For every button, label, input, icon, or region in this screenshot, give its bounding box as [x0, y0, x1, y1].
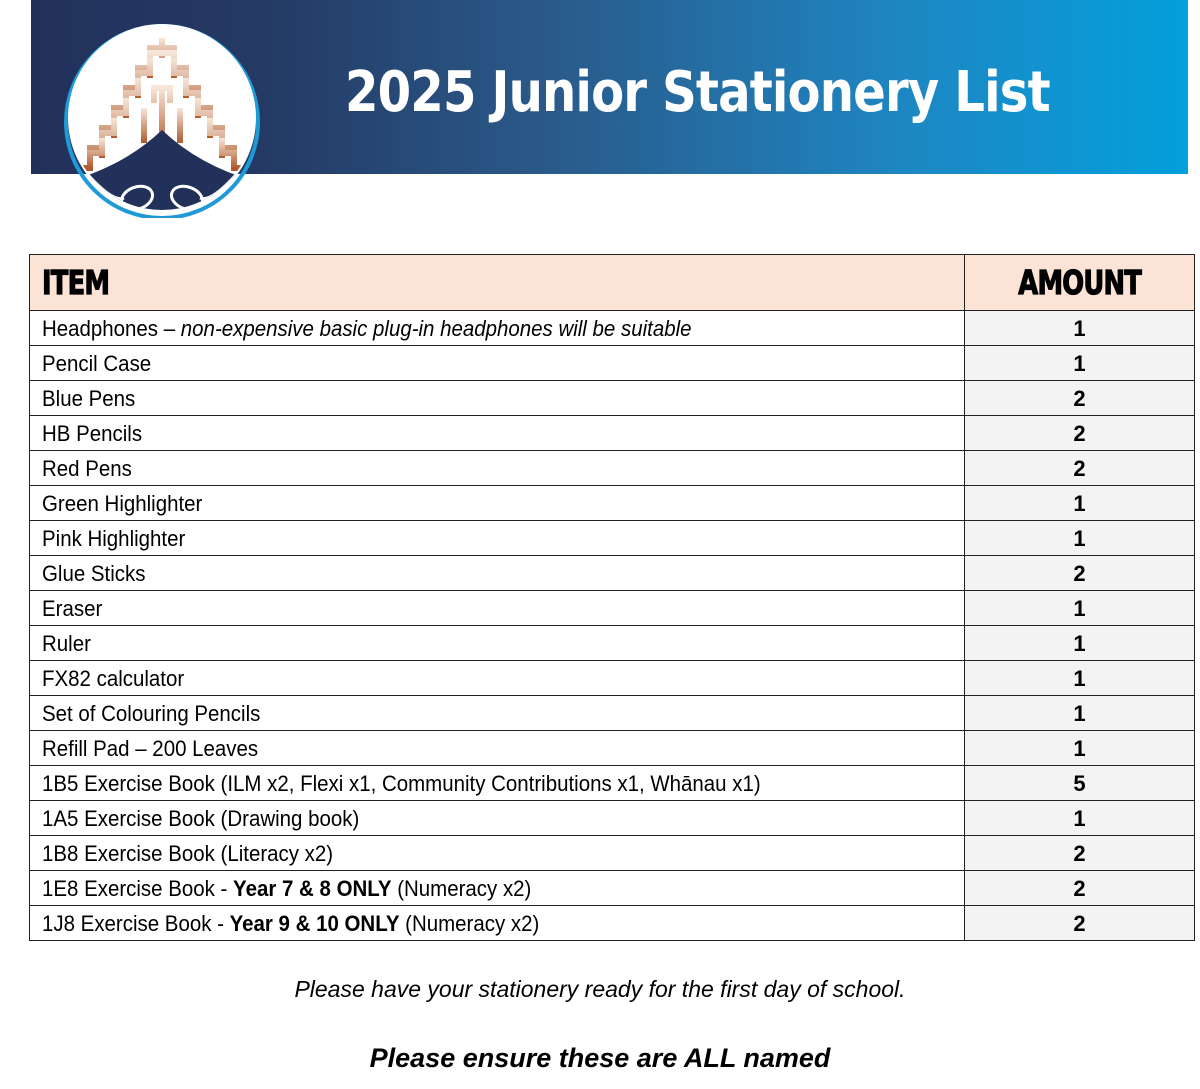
amount-cell: 2 — [965, 451, 1195, 486]
item-year-restriction: Year 7 & 8 ONLY — [233, 875, 392, 901]
table-row — [30, 486, 1195, 521]
item-text — [42, 907, 539, 940]
item-name: Set of Colouring Pencils — [42, 700, 261, 726]
item-name: Blue Pens — [42, 385, 136, 411]
item-cell — [30, 381, 965, 416]
school-logo-icon — [62, 18, 262, 218]
item-detail: (Numeracy x2) — [399, 910, 540, 936]
stationery-table — [29, 254, 1195, 941]
table-row — [30, 346, 1195, 381]
item-cell — [30, 661, 965, 696]
item-cell — [30, 416, 965, 451]
table-row — [30, 591, 1195, 626]
amount-cell: 1 — [965, 346, 1195, 381]
table-row — [30, 451, 1195, 486]
item-text — [42, 417, 142, 450]
table-row — [30, 556, 1195, 591]
item-text — [42, 452, 132, 485]
amount-cell: 1 — [965, 801, 1195, 836]
table-row — [30, 836, 1195, 871]
item-text — [42, 732, 258, 765]
footer-note: Please have your stationery ready for the first day of school. — [294, 976, 906, 1002]
column-header-amount — [965, 255, 1195, 311]
item-name: HB Pencils — [42, 420, 143, 446]
item-name: Pencil Case — [42, 350, 152, 376]
item-cell — [30, 731, 965, 766]
item-text — [42, 312, 692, 345]
amount-cell: 2 — [965, 906, 1195, 941]
item-note: non-expensive basic plug-in headphones will be suitable — [180, 315, 692, 341]
item-text — [42, 592, 102, 625]
amount-cell: 2 — [965, 556, 1195, 591]
item-text — [42, 802, 359, 835]
amount-cell: 5 — [965, 766, 1195, 801]
item-cell — [30, 836, 965, 871]
item-name: Glue Sticks — [42, 560, 146, 586]
item-cell — [30, 626, 965, 661]
item-cell — [30, 486, 965, 521]
item-cell — [30, 311, 965, 346]
item-text — [42, 382, 135, 415]
item-name: FX82 calculator — [42, 665, 185, 691]
item-name: 1J8 Exercise Book - — [42, 910, 230, 936]
item-cell — [30, 801, 965, 836]
amount-cell: 1 — [965, 696, 1195, 731]
item-text — [42, 522, 185, 555]
amount-cell: 2 — [965, 836, 1195, 871]
table-row — [30, 661, 1195, 696]
item-cell — [30, 766, 965, 801]
item-name: 1A5 Exercise Book (Drawing book) — [42, 805, 360, 831]
item-text — [42, 487, 202, 520]
amount-cell: 2 — [965, 381, 1195, 416]
column-header-item — [30, 255, 965, 311]
item-year-restriction: Year 9 & 10 ONLY — [229, 910, 400, 936]
amount-cell: 1 — [965, 521, 1195, 556]
item-text — [42, 557, 145, 590]
item-name: 1E8 Exercise Book - — [42, 875, 234, 901]
table-row — [30, 731, 1195, 766]
amount-cell: 2 — [965, 871, 1195, 906]
amount-cell: 1 — [965, 661, 1195, 696]
item-cell — [30, 556, 965, 591]
item-name: Refill Pad – 200 Leaves — [42, 735, 259, 761]
amount-cell: 1 — [965, 626, 1195, 661]
table-row — [30, 311, 1195, 346]
item-name: 1B5 Exercise Book (ILM x2, Flexi x1, Community Contributions x1, Whānau x1) — [42, 770, 761, 796]
table-row — [30, 521, 1195, 556]
item-name: Eraser — [42, 595, 103, 621]
item-text — [42, 697, 260, 730]
column-header-item-label: ITEM — [42, 263, 110, 302]
amount-cell: 1 — [965, 486, 1195, 521]
table-row — [30, 381, 1195, 416]
item-text — [42, 872, 531, 905]
table-row — [30, 906, 1195, 941]
item-name: Headphones — [42, 315, 159, 341]
item-name: Green Highlighter — [42, 490, 203, 516]
page-title: 2025 Junior Stationery List — [345, 60, 1050, 125]
item-cell — [30, 871, 965, 906]
table-row — [30, 416, 1195, 451]
item-text — [42, 662, 184, 695]
item-cell — [30, 696, 965, 731]
item-cell — [30, 591, 965, 626]
table-header-row — [30, 255, 1195, 311]
item-text — [42, 837, 333, 870]
amount-cell: 1 — [965, 731, 1195, 766]
table-row — [30, 696, 1195, 731]
item-cell — [30, 451, 965, 486]
table-row — [30, 626, 1195, 661]
item-name: Red Pens — [42, 455, 132, 481]
amount-cell: 1 — [965, 591, 1195, 626]
footer-emphasis: Please ensure these are ALL named — [369, 1043, 831, 1073]
item-cell — [30, 521, 965, 556]
table-row — [30, 766, 1195, 801]
item-name: Pink Highlighter — [42, 525, 186, 551]
item-detail: (Numeracy x2) — [391, 875, 532, 901]
item-text — [42, 627, 91, 660]
item-name: 1B8 Exercise Book (Literacy x2) — [42, 840, 334, 866]
item-text — [42, 347, 151, 380]
amount-cell: 2 — [965, 416, 1195, 451]
item-cell — [30, 906, 965, 941]
item-name: Ruler — [42, 630, 91, 656]
table-row — [30, 871, 1195, 906]
column-header-amount-label: AMOUNT — [1018, 263, 1141, 302]
item-text — [42, 767, 761, 800]
item-cell — [30, 346, 965, 381]
table-row — [30, 801, 1195, 836]
amount-cell: 1 — [965, 311, 1195, 346]
item-separator: – — [158, 315, 181, 341]
